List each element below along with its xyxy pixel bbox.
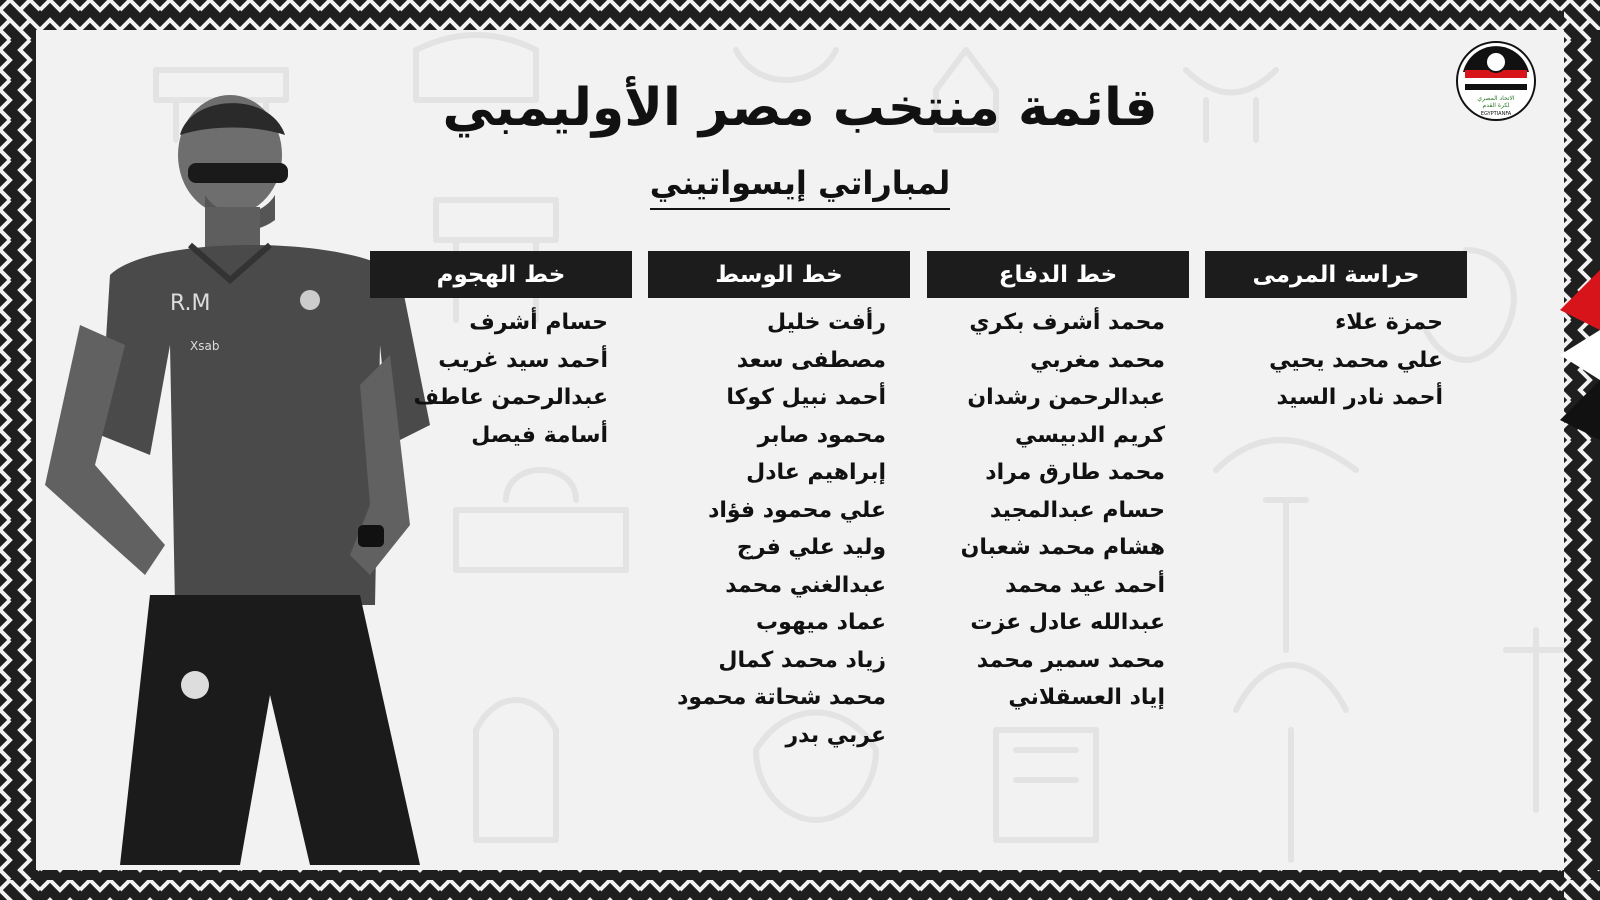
player-name: إياد العسقلاني: [1008, 685, 1165, 710]
column-goalkeepers: [1205, 251, 1467, 417]
player-name: محمد مغربي: [1030, 347, 1165, 373]
column-attack: [370, 251, 632, 454]
player-name: رأفت خليل: [766, 310, 886, 335]
column-header: حراسة المرمى: [1205, 251, 1467, 298]
player-list: [370, 304, 632, 454]
player-name: عبدالرحمن رشدان: [967, 385, 1165, 410]
player-name: عبدالغني محمد: [725, 572, 886, 598]
player-name: وليد علي فرج: [736, 535, 886, 560]
player-name: أسامة فيصل: [471, 422, 608, 448]
column-header: خط الهجوم: [370, 251, 632, 298]
logo-text-2: لكرة القدم: [1482, 102, 1510, 109]
player-name: حمزة علاء: [1335, 310, 1443, 335]
subtitle-text: لمباراتي إيسواتيني: [650, 164, 951, 210]
player-name: إبراهيم عادل: [746, 460, 886, 485]
player-name: أحمد عيد محمد: [1005, 572, 1165, 598]
player-name: محمود صابر: [757, 422, 886, 448]
player-name: عبدالرحمن عاطف: [413, 385, 608, 410]
player-name: عبدالله عادل عزت: [970, 610, 1165, 635]
player-name: علي محمود فؤاد: [708, 497, 886, 523]
column-defense: [927, 251, 1189, 717]
player-name: هشام محمد شعبان: [960, 535, 1165, 560]
player-name: أحمد نادر السيد: [1276, 385, 1443, 410]
player-name: محمد شحاتة محمود: [677, 685, 886, 710]
player-name: مصطفى سعد: [736, 347, 886, 373]
shirt-initials: R.M: [170, 291, 211, 316]
subtitle: [0, 164, 1600, 210]
player-name: حسام عبدالمجيد: [989, 497, 1165, 523]
column-header: خط الدفاع: [927, 251, 1189, 298]
player-name: أحمد نبيل كوكا: [726, 385, 886, 410]
player-name: عماد ميهوب: [755, 610, 886, 635]
shirt-sponsor: Xsab: [190, 339, 220, 353]
player-name: محمد سمير محمد: [976, 647, 1165, 673]
player-name: حسام أشرف: [469, 310, 608, 335]
player-name: عربي بدر: [785, 722, 886, 748]
coach-photo: [40, 95, 460, 875]
player-list: [927, 304, 1189, 717]
flag-accent: [1560, 270, 1600, 440]
player-name: أحمد سيد غريب: [438, 347, 608, 373]
player-list: [1205, 304, 1467, 417]
player-name: كريم الدبيسي: [1014, 422, 1165, 448]
player-name: محمد أشرف بكري: [969, 310, 1165, 335]
player-name: علي محمد يحيي: [1269, 347, 1443, 373]
logo-text-1: الاتحاد المصري: [1477, 95, 1515, 102]
column-header: خط الوسط: [648, 251, 910, 298]
logo-text-3: EGYPTIANFA: [1480, 111, 1512, 117]
player-name: زياد محمد كمال: [718, 647, 886, 673]
page-title: قائمة منتخب مصر الأوليمبي: [442, 78, 1158, 138]
player-list: [648, 304, 910, 754]
column-midfield: [648, 251, 910, 754]
player-name: محمد طارق مراد: [985, 460, 1165, 485]
